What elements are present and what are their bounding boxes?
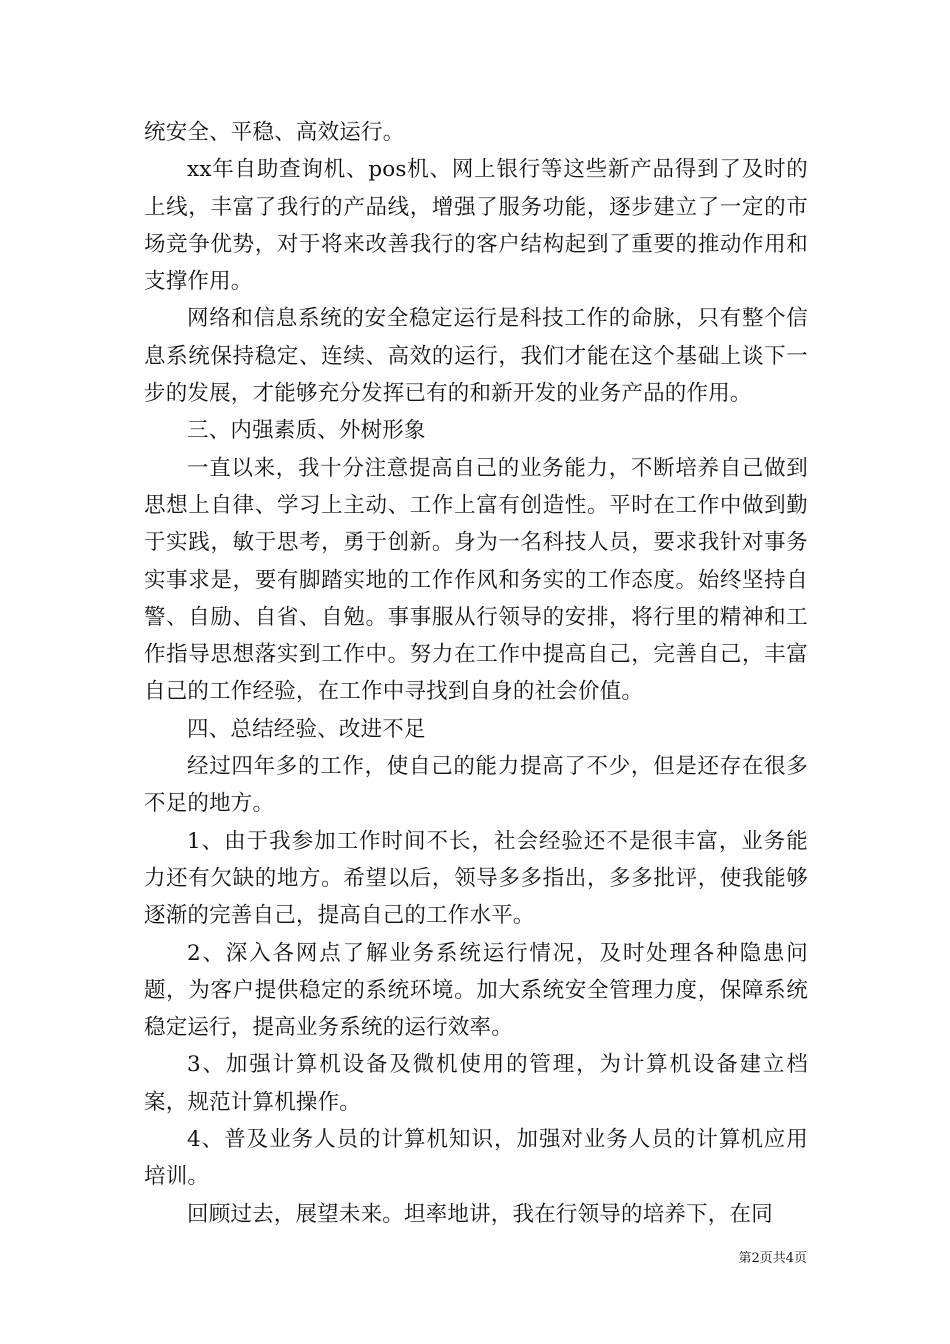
section-heading: 四、总结经验、改进不足 <box>187 716 426 742</box>
paragraph: 统安全、平稳、高效运行。 <box>144 120 405 145</box>
paragraph: 经过四年多的工作，使自己的能力提高了不少，但是还存在很多不足的地方。 <box>144 754 808 817</box>
document-body <box>144 114 808 1233</box>
list-item: 4、普及业务人员的计算机知识，加强对业务人员的计算机应用培训。 <box>144 1127 808 1190</box>
section-heading: 三、内强素质、外树形象 <box>187 418 426 444</box>
list-item: 2、深入各网点了解业务系统运行情况，及时处理各种隐患问题，为客户提供稳定的系统环境。加大系统安全管理力度，保障系统稳定运行，提高业务系统的运行效率。 <box>144 940 808 1041</box>
list-item: 1、由于我参加工作时间不长，社会经验还不是很丰富，业务能力还有欠缺的地方。希望以后，领导多多指出，多多批评，使我能够逐渐的完善自己，提高自己的工作水平。 <box>144 828 808 929</box>
paragraph: 网络和信息系统的安全稳定运行是科技工作的命脉，只有整个信息系统保持稳定、连续、高效的运行，我们才能在这个基础上谈下一步的发展，才能够充分发挥已有的和新开发的业务产品的作用。 <box>144 306 808 407</box>
list-item: 3、加强计算机设备及微机使用的管理，为计算机设备建立档案，规范计算机操作。 <box>144 1052 808 1115</box>
paragraph: xx年自助查询机、pos机、网上银行等这些新产品得到了及时的上线，丰富了我行的产品线，增强了服务功能，逐步建立了一定的市场竞争优势，对于将来改善我行的客户结构起到了重要的推动作用和支撑作用。 <box>144 157 808 295</box>
paragraph: 一直以来，我十分注意提高自己的业务能力，不断培养自己做到思想上自律、学习上主动、工作上富有创造性。平时在工作中做到勤于实践，敏于思考，勇于创新。身为一名科技人员，要求我针对事务实事求是，要有脚踏实地的工作作风和务实的工作态度。始终坚持自警、自励、自省、自勉。事事服从行领导的安排，将行里的精神和工作指导思想落实到工作中。努力在工作中提高自己，完善自己，丰富自己的工作经验，在工作中寻找到自身的社会价值。 <box>144 455 808 705</box>
paragraph: 回顾过去，展望未来。坦率地讲，我在行领导的培养下，在同 <box>187 1201 773 1227</box>
page-number-footer: 第2页共4页 <box>738 1251 807 1266</box>
